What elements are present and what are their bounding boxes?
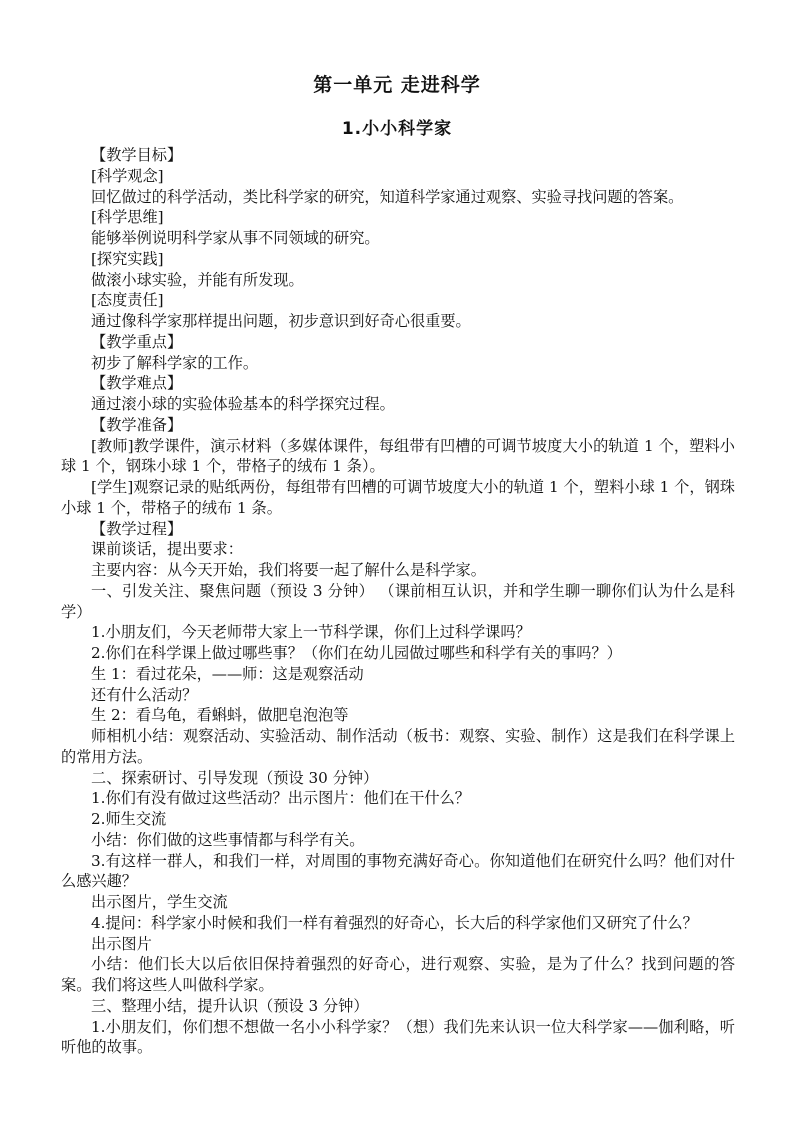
paragraph: 师相机小结：观察活动、实验活动、制作活动（板书：观察、实验、制作）这是我们在科学课上的常用方法。 [61,727,735,766]
paragraph: 生 2：看乌龟，看蝌蚪，做肥皂泡泡等 [91,706,349,725]
lesson-body [61,145,735,1058]
sub-heading: [态度责任] [91,291,164,310]
paragraph: 课前谈话，提出要求： [91,540,243,559]
paragraph: 生 1：看过花朵，——师：这是观察活动 [91,664,364,683]
section-heading: 【教学重点】 [91,332,183,351]
paragraph: 能够举例说明科学家从事不同领域的研究。 [91,229,380,247]
paragraph: 2.你们在科学课上做过哪些事？（你们在幼儿园做过哪些和科学有关的事吗？） [91,644,622,662]
paragraph: [教师]教学课件，演示材料（多媒体课件，每组带有凹槽的可调节坡度大小的轨道 1 个，塑料小球 1 个，钢珠小球 1 个，带格子的绒布 1 条）。 [61,436,735,476]
lesson-title: 1.小小科学家 [341,119,453,139]
paragraph: 出示图片 [91,934,152,953]
unit-title: 第一单元 走进科学 [313,74,481,96]
sub-heading: [探究实践] [91,249,164,268]
section-heading: 【教学难点】 [91,374,183,393]
paragraph: 小结：你们做的这些事情都与科学有关。 [91,830,365,849]
sub-heading: [科学思维] [91,208,164,227]
paragraph: 主要内容：从今天开始，我们将要一起了解什么是科学家。 [91,561,486,579]
sub-heading: [科学观念] [91,166,164,185]
paragraph: 回忆做过的科学活动，类比科学家的研究，知道科学家通过观察、实验寻找问题的答案。 [91,187,684,206]
paragraph: 通过像科学家那样提出问题，初步意识到好奇心很重要。 [91,312,471,330]
paragraph: 2.师生交流 [91,810,167,828]
paragraph: [学生]观察记录的贴纸两份，每组带有凹槽的可调节坡度大小的轨道 1 个，塑料小球 1 个，钢珠小球 1 个，带格子的绒布 1 条。 [61,478,735,517]
paragraph: 初步了解科学家的工作。 [91,353,259,372]
paragraph: 小结：他们长大以后依旧保持着强烈的好奇心，进行观察、实验，是为了什么？找到问题的答案。我们将这些人叫做科学家。 [61,955,735,994]
paragraph: 三、整理小结，提升认识（预设 3 分钟） [91,996,369,1015]
paragraph: 1.你们有没有做过这些活动？出示图片：他们在干什么？ [91,789,470,808]
paragraph: 还有什么活动？ [91,685,198,704]
paragraph: 做滚小球实验，并能有所发现。 [91,270,304,289]
paragraph: 3.有这样一群人，和我们一样，对周围的事物充满好奇心。你知道他们在研究什么吗？他们对什么感兴趣？ [61,851,735,891]
paragraph: 通过滚小球的实验体验基本的科学探究过程。 [91,395,395,413]
section-heading: 【教学过程】 [91,519,183,538]
paragraph: 1.小朋友们，你们想不想做一名小小科学家？（想）我们先来认识一位大科学家——伽利略，听听他的故事。 [61,1017,735,1057]
paragraph: 二、探索研讨、引导发现（预设 30 分钟） [91,768,379,787]
section-heading: 【教学准备】 [91,415,183,434]
paragraph: 一、引发关注、聚焦问题（预设 3 分钟） （课前相互认识，并和学生聊一聊你们认为什么是科学） [61,581,735,621]
paragraph: 4.提问：科学家小时候和我们一样有着强烈的好奇心，长大后的科学家他们又研究了什么？ [91,913,698,932]
section-heading: 【教学目标】 [91,146,183,164]
paragraph: 出示图片，学生交流 [91,893,228,911]
paragraph: 1.小朋友们，今天老师带大家上一节科学课，你们上过科学课吗？ [91,623,531,642]
